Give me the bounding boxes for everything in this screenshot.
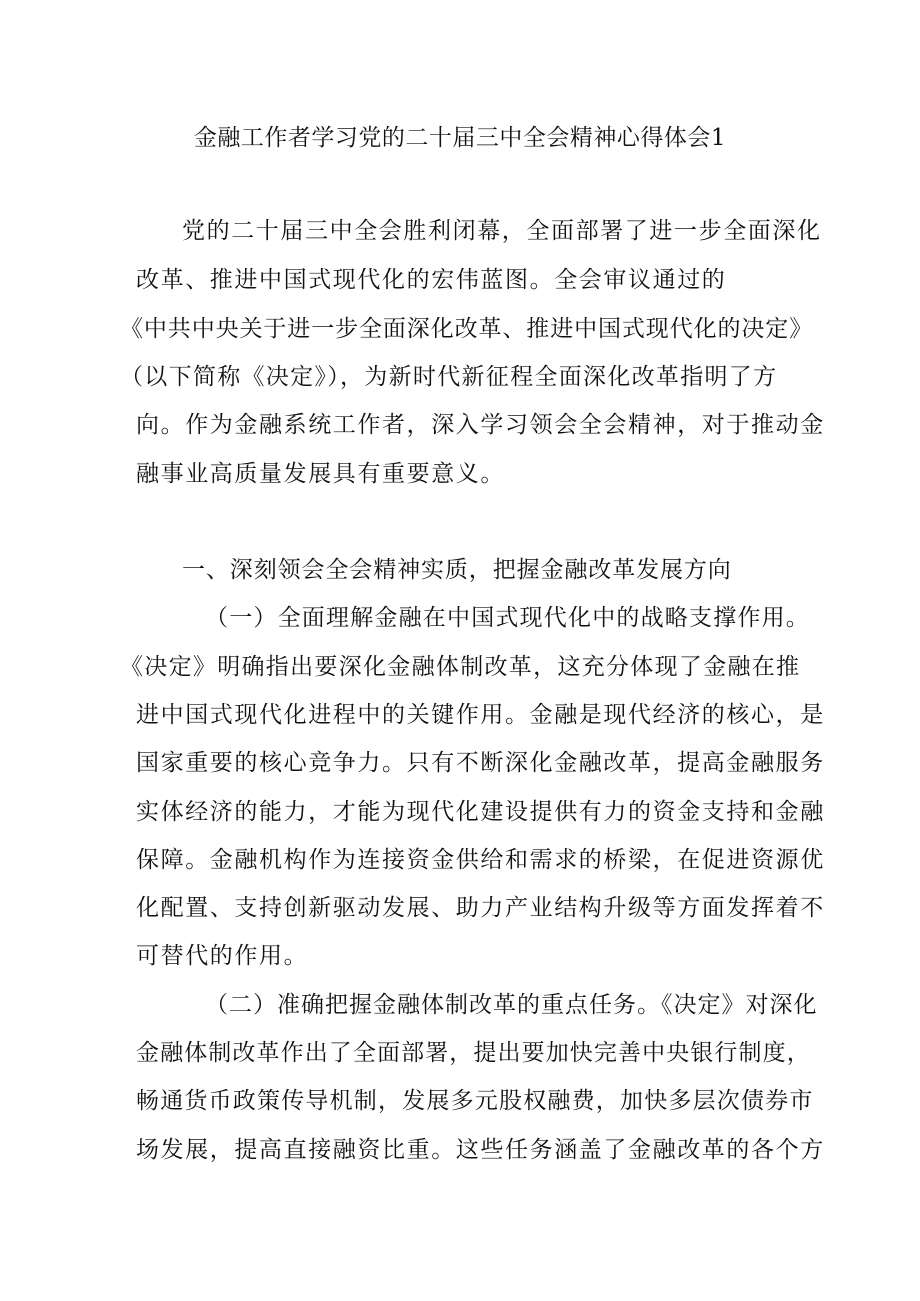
document-title: 金融工作者学习党的二十届三中全会精神心得体会1: [193, 125, 727, 151]
sub2-line-1: （二）准确把握金融体制改革的重点任务。《决定》对深化: [205, 992, 818, 1018]
sub1-line-1: （一）全面理解金融在中国式现代化中的战略支撑作用。: [205, 605, 810, 631]
sub1-line-5: 实体经济的能力，才能为现代化建设提供有力的资金支持和金融: [136, 799, 825, 825]
intro-line-6: 融事业高质量发展具有重要意义。: [136, 461, 505, 487]
intro-line-1: 党的二十届三中全会胜利闭幕，全面部署了进一步全面深化: [182, 218, 822, 244]
sub2-line-3: 畅通货币政策传导机制，发展多元股权融费，加快多层次债券市: [136, 1088, 814, 1114]
section-1-heading: 一、深刻领会全会精神实质，把握金融改革发展方向: [182, 557, 732, 583]
sub1-line-8: 可替代的作用。: [136, 943, 309, 969]
sub2-line-4: 场发展，提高直接融资比重。这些任务涵盖了金融改革的各个方: [136, 1137, 825, 1163]
intro-line-4: （以下简称《决定》），为新时代新征程全面深化改革指明了方: [120, 364, 778, 390]
sub2-line-2: 金融体制改革作出了全面部署，提出要加快完善中央银行制度，: [136, 1040, 811, 1066]
sub1-line-2: 《决定》明确指出要深化金融体制改革，这充分体现了金融在推: [120, 654, 801, 680]
sub1-line-4: 国家重要的核心竞争力。只有不断深化金融改革，提高金融服务: [136, 750, 825, 776]
intro-line-3: 《中共中央关于进一步全面深化改革、推进中国式现代化的决定》: [120, 316, 814, 342]
intro-line-5: 向。作为金融系统工作者，深入学习领会全会精神，对于推动金: [136, 412, 825, 438]
intro-line-2: 改革、推进中国式现代化的宏伟蓝图。全会审议通过的: [136, 267, 727, 293]
sub1-line-7: 化配置、支持创新驱动发展、助力产业结构升级等方面发挥着不: [136, 895, 825, 921]
sub1-line-6: 保障。金融机构作为连接资金供给和需求的桥梁，在促进资源优: [136, 847, 825, 873]
sub1-line-3: 进中国式现代化进程中的关键作用。金融是现代经济的核心，是: [136, 702, 825, 728]
